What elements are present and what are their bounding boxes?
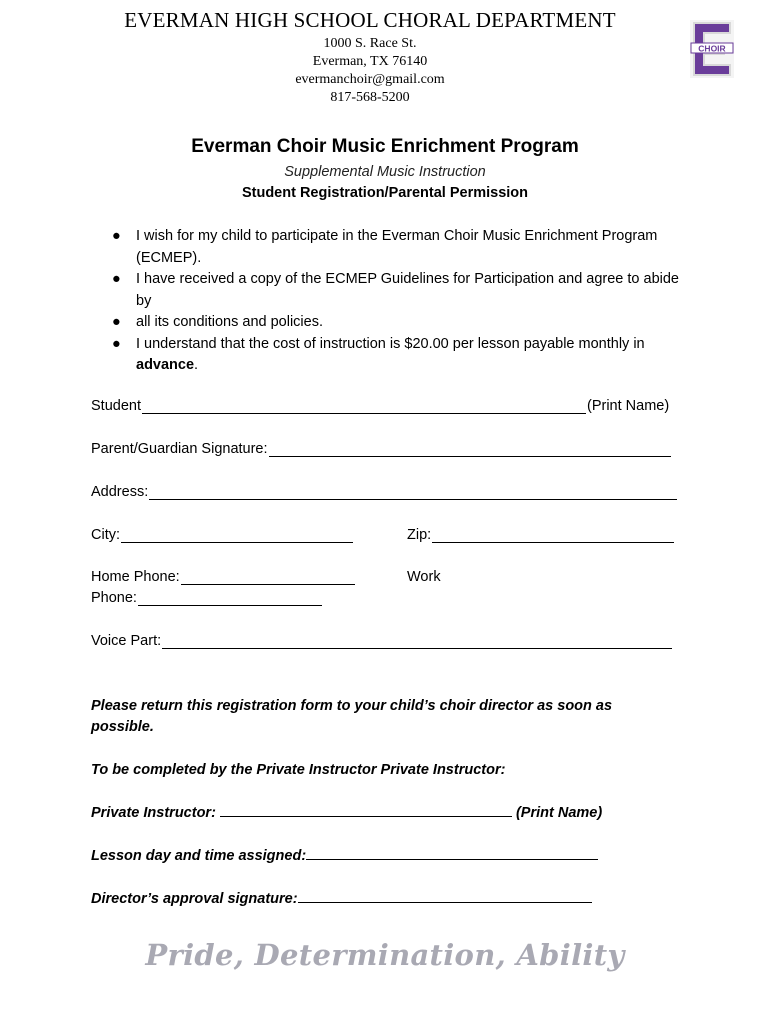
home-phone-line[interactable] bbox=[181, 570, 355, 585]
bullet-icon: ● bbox=[112, 314, 121, 330]
zip-line[interactable] bbox=[432, 528, 674, 543]
agreement-list bbox=[110, 226, 690, 377]
email-address: evermanchoir@gmail.com bbox=[295, 72, 445, 87]
student-name-line[interactable] bbox=[142, 399, 586, 414]
list-item bbox=[110, 226, 690, 269]
bullet-text: I have received a copy of the ECMEP Guidelines for Participation and agree to abide by bbox=[136, 271, 679, 309]
work-label bbox=[407, 569, 441, 585]
work-phone-field bbox=[91, 590, 323, 606]
work-label-text: Work bbox=[407, 569, 441, 585]
bullet-suffix: . bbox=[194, 357, 199, 373]
bullet-icon: ● bbox=[112, 335, 121, 352]
voice-part-field bbox=[91, 633, 673, 649]
address-line-2: Everman, TX 76140 bbox=[312, 54, 428, 69]
address-line-1: 1000 S. Race St. bbox=[323, 36, 417, 51]
lesson-label: Lesson day and time assigned: bbox=[91, 848, 307, 864]
zip-label: Zip: bbox=[407, 527, 432, 543]
list-item bbox=[110, 312, 690, 334]
student-print-name-label: (Print Name) bbox=[587, 398, 670, 414]
bullet-icon: ● bbox=[112, 228, 121, 244]
city-line[interactable] bbox=[121, 528, 353, 543]
voice-part-line[interactable] bbox=[162, 634, 672, 649]
address-field bbox=[91, 484, 678, 500]
bullet-text: all its conditions and policies. bbox=[136, 314, 323, 330]
student-field bbox=[91, 398, 669, 414]
lesson-line[interactable] bbox=[306, 845, 598, 860]
form-title: Student Registration/Parental Permission bbox=[241, 185, 529, 201]
return-note: Please return this registration form to your child’s choir director as soon as possible. bbox=[91, 698, 613, 735]
private-instructor-label: Private Instructor: bbox=[91, 805, 216, 821]
home-phone-label: Home Phone: bbox=[91, 569, 180, 585]
parent-signature-label: Parent/Guardian Signature: bbox=[91, 441, 268, 457]
private-instructor-print-name-label: (Print Name) bbox=[515, 805, 603, 821]
home-phone-field bbox=[91, 569, 356, 585]
voice-part-label: Voice Part: bbox=[91, 633, 162, 649]
bullet-bold-text: advance bbox=[136, 357, 195, 373]
parent-signature-line[interactable] bbox=[269, 442, 671, 457]
private-instructor-field bbox=[91, 802, 711, 824]
school-name: EVERMAN HIGH SCHOOL CHORAL DEPARTMENT bbox=[124, 8, 616, 32]
private-instructor-line[interactable] bbox=[220, 802, 512, 817]
work-phone-line[interactable] bbox=[138, 591, 322, 606]
zip-field bbox=[407, 527, 675, 543]
student-label: Student bbox=[91, 398, 141, 414]
school-motto: Pride, Determination, Ability bbox=[145, 938, 625, 972]
director-signature-line[interactable] bbox=[298, 888, 592, 903]
instructor-heading: To be completed by the Private Instructor Private Instructor: bbox=[91, 762, 506, 778]
bullet-icon: ● bbox=[112, 271, 121, 287]
bullet-text: I wish for my child to participate in the Everman Choir Music Enrichment Program (ECMEP). bbox=[136, 228, 658, 266]
bullet-text: I understand that the cost of instruction is $20.00 per lesson payable monthly in bbox=[136, 335, 645, 352]
program-title: Everman Choir Music Enrichment Program bbox=[191, 136, 579, 157]
list-item bbox=[110, 269, 690, 312]
choir-e-logo-icon bbox=[690, 20, 734, 78]
address-line[interactable] bbox=[149, 485, 677, 500]
director-label: Director’s approval signature: bbox=[91, 891, 298, 907]
phone-label: Phone: bbox=[91, 590, 137, 606]
city-field bbox=[91, 527, 354, 543]
director-field bbox=[91, 888, 711, 910]
city-label: City: bbox=[91, 527, 120, 543]
lesson-field bbox=[91, 845, 711, 867]
program-subtitle: Supplemental Music Instruction bbox=[284, 164, 486, 180]
parent-signature-field bbox=[91, 441, 672, 457]
list-item bbox=[110, 334, 690, 377]
phone-number: 817-568-5200 bbox=[330, 90, 410, 105]
logo-word: CHOIR bbox=[698, 43, 726, 54]
address-label: Address: bbox=[91, 484, 149, 500]
